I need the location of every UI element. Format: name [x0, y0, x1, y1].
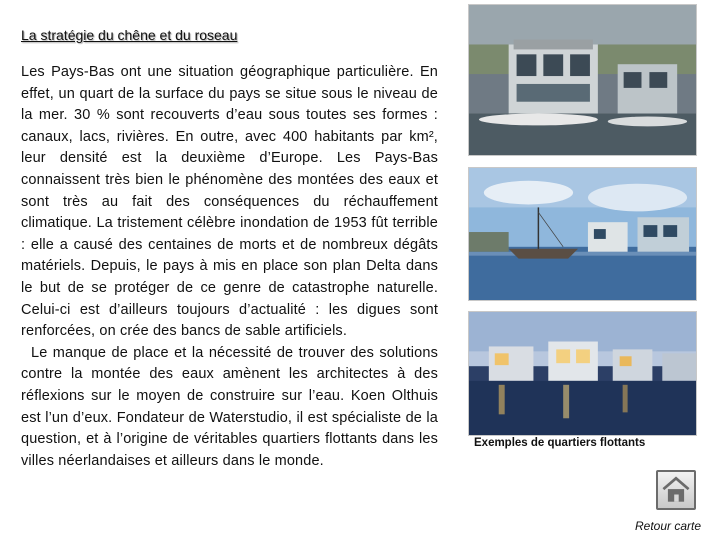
paragraph-architects: Le manque de place et la nécessité de trouver des solutions contre la montée des eaux amènent les architectes à des réflexions sur le moyen de construire sur l’eau. Koen Olthuis est l’un d’eux. Fondateur de Waterstudio, il est spécialiste de la question, et à l’origine de véritables quartiers flottants dans les villes néerlandaises et ailleurs dans le monde.	[21, 344, 438, 469]
floating-homes-lake-photo	[468, 167, 697, 301]
home-button[interactable]	[656, 470, 696, 510]
back-to-map-link[interactable]: Retour carte	[635, 519, 702, 533]
article-body	[21, 62, 438, 472]
home-icon	[658, 472, 694, 508]
paragraph-intro: Les Pays-Bas ont une situation géographique particulière. En effet, un quart de la surface du pays se situe sous le niveau de la mer. 30 % sont recouverts d’eau sous toutes ses formes : canaux, lacs, rivières. En outre, avec 400 habitants par km², leur densité est la deuxième d’Europe. Les Pays-Bas connaissent très bien le phénomène des montées des eaux et sont très au fait des conséquences du réchauffement climatique. La tristement célèbre inondation de 1953 fût terrible : elle a causé des centaines de morts et de nombreux dégâts matériels. Depuis, le pays à mis en place son plan Delta dans le but de se protéger de ce genre de catastrophe naturelle. Celui-ci est d’ailleurs toujours d’actualité : les digues sont renforcées, on crée des bancs de sable artificiels.	[21, 64, 438, 340]
page-title: La stratégie du chêne et du roseau	[21, 27, 238, 43]
floating-houses-photo	[468, 4, 697, 156]
gallery-caption: Exemples de quartiers flottants	[474, 437, 646, 449]
floating-houses-dusk-photo	[468, 311, 697, 436]
